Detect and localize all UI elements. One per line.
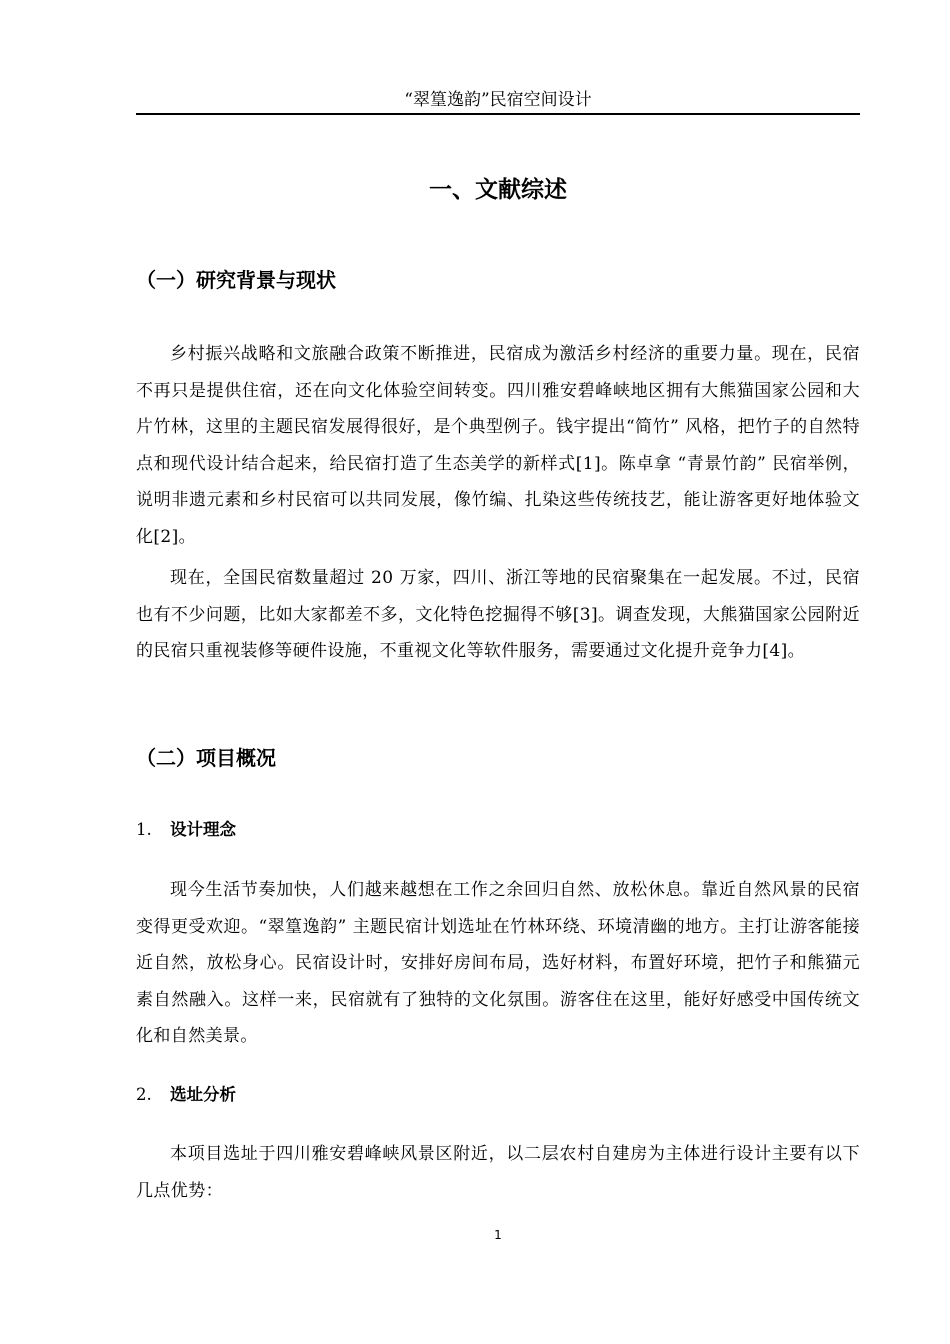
running-header: “翠篁逸韵”民宿空间设计 xyxy=(404,90,592,110)
chapter-title: 一、文献综述 xyxy=(429,177,567,203)
section-title-background: （一）研究背景与现状 xyxy=(136,268,336,292)
subsection-number: 2. xyxy=(136,1085,152,1104)
section-title-overview: （二）项目概况 xyxy=(136,746,276,770)
subsection-title-site-analysis xyxy=(136,1082,860,1108)
header-rule xyxy=(136,113,860,115)
page-number: 1 xyxy=(494,1228,502,1242)
subsection-number: 1. xyxy=(136,820,152,839)
paragraph-background-1: 乡村振兴战略和文旅融合政策不断推进，民宿成为激活乡村经济的重要力量。现在，民宿不再只是提供住宿，还在向文化体验空间转变。四川雅安碧峰峡地区拥有大熊猫国家公园和大片竹林，这里的主题民宿发展得很好，是个典型例子。钱宇提出“简竹” 风格，把竹子的自然特点和现代设计结合起来，给民宿打造了生态美学的新样式[1]。陈卓拿 “青景竹韵” 民宿举例，说明非遗元素和乡村民宿可以共同发展，像竹编、扎染这些传统技艺，能让游客更好地体验文化[2]。 xyxy=(136,344,860,547)
subsection-label: 选址分析 xyxy=(170,1085,236,1104)
paragraph-background-2: 现在，全国民宿数量超过 20 万家，四川、浙江等地的民宿聚集在一起发展。不过，民宿也有不少问题，比如大家都差不多，文化特色挖掘得不够[3]。调查发现，大熊猫国家公园附近的民宿只重视装修等硬件设施，不重视文化等软件服务，需要通过文化提升竞争力[4]。 xyxy=(136,568,860,661)
subsection-label: 设计理念 xyxy=(170,820,236,839)
paragraph-design-concept: 现今生活节奏加快，人们越来越想在工作之余回归自然、放松休息。靠近自然风景的民宿变得更受欢迎。“翠篁逸韵” 主题民宿计划选址在竹林环绕、环境清幽的地方。主打让游客能接近自然，放松身心。民宿设计时，安排好房间布局，选好材料，布置好环境，把竹子和熊猫元素自然融入。这样一来，民宿就有了独特的文化氛围。游客住在这里，能好好感受中国传统文化和自然美景。 xyxy=(136,880,860,1046)
subsection-title-design-concept xyxy=(136,817,860,843)
paragraph-site-analysis: 本项目选址于四川雅安碧峰峡风景区附近，以二层农村自建房为主体进行设计主要有以下几点优势： xyxy=(136,1144,860,1201)
